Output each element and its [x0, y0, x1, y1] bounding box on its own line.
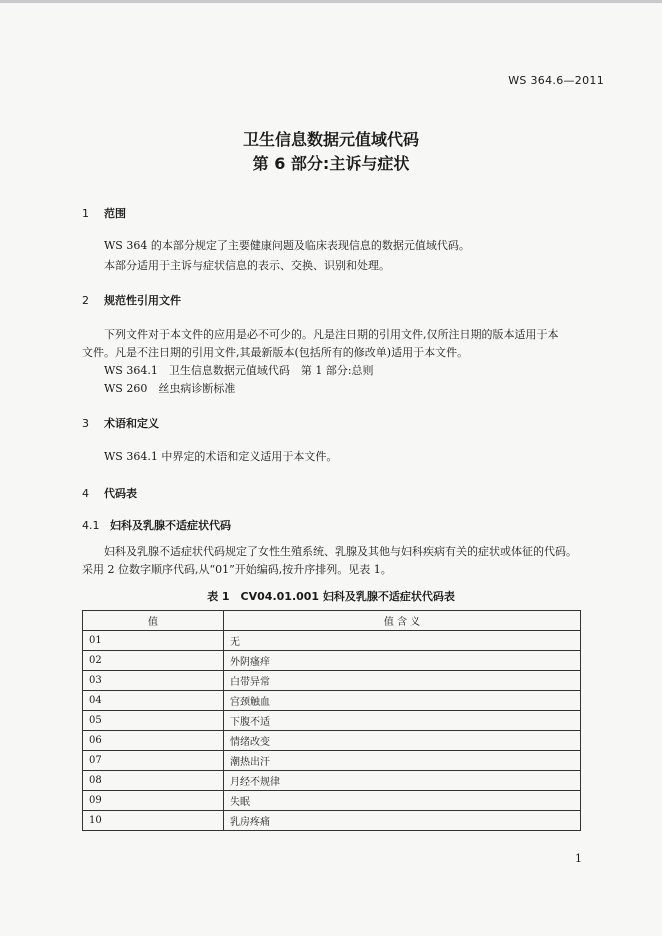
section-2-paragraph-line-2: 文件。凡是不注日期的引用文件,其最新版本(包括所有的修改单)适用于本文件。	[82, 346, 469, 359]
normative-reference-1: WS 364.1 卫生信息数据元值域代码 第 1 部分:总则	[104, 364, 374, 377]
code-cell: 08	[83, 771, 224, 791]
code-cell: 09	[83, 791, 224, 811]
table-row	[83, 671, 581, 691]
column-header-value: 值	[83, 611, 224, 631]
page-top-border	[0, 0, 662, 3]
section-4-1-heading	[82, 517, 231, 533]
table-row	[83, 691, 581, 711]
section-number: 4.1	[82, 519, 100, 532]
table-row	[83, 711, 581, 731]
table-row	[83, 791, 581, 811]
table-row	[83, 811, 581, 831]
standard-number: WS 364.6—2011	[508, 74, 604, 87]
code-cell: 06	[83, 731, 224, 751]
table-row	[83, 751, 581, 771]
section-1-paragraph-2: 本部分适用于主诉与症状信息的表示、交换、识别和处理。	[104, 259, 390, 272]
document-subtitle: 第 6 部分:主诉与症状	[252, 154, 410, 173]
meaning-cell: 乳房疼痛	[224, 811, 581, 831]
code-cell: 10	[83, 811, 224, 831]
table-caption: 表 1 CV04.01.001 妇科及乳腺不适症状代码表	[207, 590, 455, 603]
meaning-cell: 宫颈触血	[224, 691, 581, 711]
code-cell: 07	[83, 751, 224, 771]
code-table	[82, 610, 581, 831]
meaning-cell: 月经不规律	[224, 771, 581, 791]
section-1-heading	[82, 205, 126, 221]
table-row	[83, 731, 581, 751]
section-title: 术语和定义	[104, 417, 159, 430]
section-number: 4	[82, 487, 89, 500]
meaning-cell: 外阴瘙痒	[224, 651, 581, 671]
code-cell: 04	[83, 691, 224, 711]
meaning-cell: 情绪改变	[224, 731, 581, 751]
table-row	[83, 631, 581, 651]
table-header-row	[83, 611, 581, 631]
code-cell: 05	[83, 711, 224, 731]
meaning-cell: 潮热出汗	[224, 751, 581, 771]
section-3-heading	[82, 415, 159, 431]
section-number: 2	[82, 294, 89, 307]
section-number: 3	[82, 417, 89, 430]
section-number: 1	[82, 207, 89, 220]
table-row	[83, 771, 581, 791]
section-title: 范围	[104, 207, 126, 220]
section-2-paragraph-line-1: 下列文件对于本文件的应用是必不可少的。凡是注日期的引用文件,仅所注日期的版本适用于本	[104, 328, 559, 341]
section-2-heading	[82, 292, 181, 308]
section-3-paragraph: WS 364.1 中界定的术语和定义适用于本文件。	[104, 450, 338, 463]
code-cell: 01	[83, 631, 224, 651]
section-4-heading	[82, 485, 137, 501]
meaning-cell: 失眠	[224, 791, 581, 811]
section-4-1-paragraph-2: 采用 2 位数字顺序代码,从“01”开始编码,按升序排列。见表 1。	[82, 563, 392, 576]
table-row	[83, 651, 581, 671]
column-header-meaning: 值 含 义	[224, 611, 581, 631]
document-title: 卫生信息数据元值域代码	[242, 130, 419, 149]
page-number: 1	[575, 852, 582, 865]
section-4-1-paragraph-1: 妇科及乳腺不适症状代码规定了女性生殖系统、乳腺及其他与妇科疾病有关的症状或体征的代码。	[104, 545, 577, 558]
normative-reference-2: WS 260 丝虫病诊断标准	[104, 382, 236, 395]
section-title: 规范性引用文件	[104, 294, 181, 307]
meaning-cell: 无	[224, 631, 581, 651]
section-title: 代码表	[104, 487, 137, 500]
code-cell: 03	[83, 671, 224, 691]
meaning-cell: 下腹不适	[224, 711, 581, 731]
section-1-paragraph-1: WS 364 的本部分规定了主要健康问题及临床表现信息的数据元值域代码。	[104, 239, 470, 252]
section-title: 妇科及乳腺不适症状代码	[110, 519, 231, 532]
code-cell: 02	[83, 651, 224, 671]
meaning-cell: 白带异常	[224, 671, 581, 691]
